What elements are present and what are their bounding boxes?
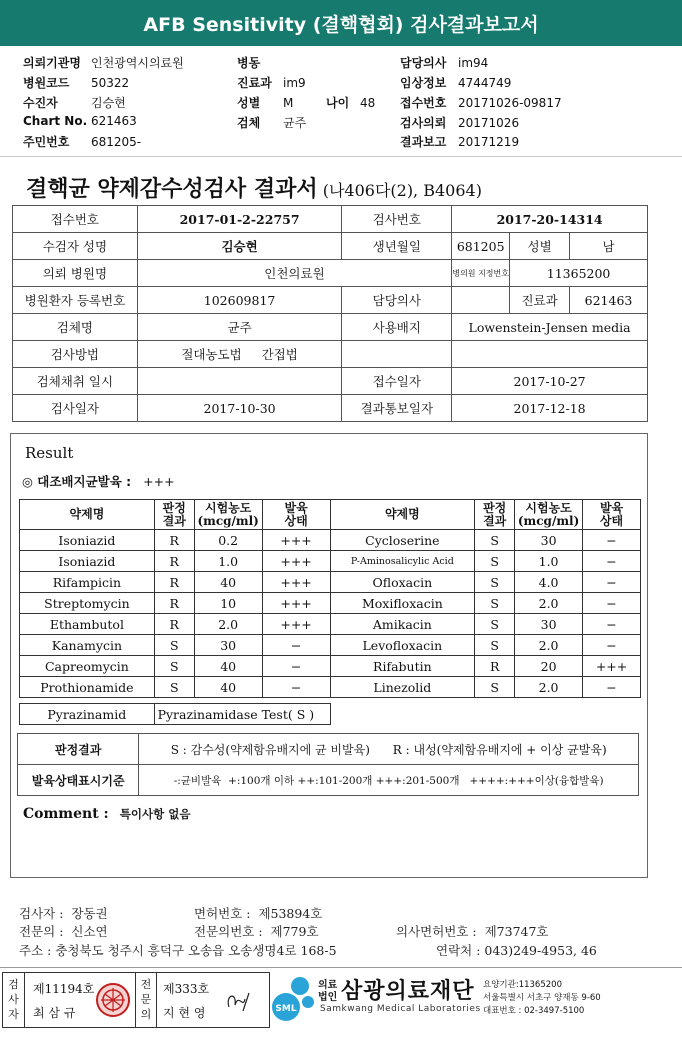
care-code: 요양기관:11365200 (483, 980, 562, 990)
judge-legend-text: S : 감수성(약제함유배지에 균 비발육) R : 내성(약제함유배지에 + 이상 균발육) (139, 734, 639, 765)
doc-license-line (396, 922, 549, 940)
spec-license-label: 전문의번호 : (194, 924, 263, 939)
label: 진료과 (510, 287, 570, 314)
table-row (20, 593, 641, 614)
org-address: 서울특별시 서초구 양재동 9-60 (483, 993, 601, 1003)
value: M (283, 96, 294, 110)
label: 생년월일 (342, 233, 452, 260)
judge: S (475, 551, 515, 572)
report-heading-title: 결핵균 약제감수성검사 결과서 (26, 176, 318, 202)
org-legal-1: 의료 (318, 980, 338, 991)
judge: R (154, 593, 194, 614)
drug-sensitivity-table (19, 499, 641, 698)
specialist-line (19, 922, 108, 940)
signature-box (2, 972, 270, 1028)
drug-name: Rifampicin (20, 572, 155, 593)
value: Lowenstein-Jensen media (452, 314, 648, 341)
label: 접수번호 (13, 206, 138, 233)
address: 충청북도 청주시 흥덕구 오송읍 오송생명4로 168-5 (55, 943, 337, 958)
doc-license-label: 의사면허번호 : (396, 924, 477, 939)
control-growth (22, 472, 175, 490)
growth: − (262, 677, 330, 698)
label: 검체채취 일시 (13, 368, 138, 395)
growth: +++ (262, 593, 330, 614)
sml-logo-icon (270, 972, 316, 1024)
header-growth (262, 500, 330, 530)
label: 담당의사 (400, 56, 447, 70)
label: 접수일자 (342, 368, 452, 395)
comment-text: 특이사항 없음 (119, 807, 191, 821)
value: 4744749 (458, 76, 512, 90)
value: 11365200 (510, 260, 648, 287)
label: 검체 (237, 116, 261, 130)
conc: 2.0 (515, 593, 583, 614)
report-title: AFB Sensitivity (결핵협회) 검사결과보고서 (143, 13, 539, 36)
value: im94 (458, 56, 489, 70)
growth: − (583, 551, 641, 572)
header-judge (475, 500, 515, 530)
conc: 2.0 (515, 677, 583, 698)
drug-name: Capreomycin (20, 656, 155, 677)
drug-name: Kanamycin (20, 635, 155, 656)
specialist-name: 신소연 (71, 924, 108, 939)
license-line (194, 904, 322, 922)
label: 진료과 (237, 76, 272, 90)
specialist-name-sign: 지 현 영 (163, 1006, 206, 1020)
examiner-vertical-label: 검사자 (3, 973, 25, 1027)
growth: +++ (262, 551, 330, 572)
header-text: (mcg/ml) (517, 513, 580, 528)
value: 48 (360, 96, 376, 110)
value: 681205- (91, 135, 142, 149)
conc: 2.0 (194, 614, 262, 635)
growth: − (583, 614, 641, 635)
drug-name: P-Aminosalicylic Acid (330, 551, 475, 572)
label: 결과통보일자 (342, 395, 452, 422)
control-growth-label: ◎ 대조배지균발육 : (22, 474, 132, 489)
growth: − (583, 593, 641, 614)
address-line (19, 941, 337, 959)
header-judge (154, 500, 194, 530)
report-heading (26, 172, 482, 203)
judge: R (475, 656, 515, 677)
label: 담당의사 (342, 287, 452, 314)
examiner-label: 검사자 : (19, 906, 64, 921)
growth: +++ (262, 614, 330, 635)
drug-name: Prothionamide (20, 677, 155, 698)
drug-name: Moxifloxacin (330, 593, 475, 614)
org-legal-2: 법인 (318, 992, 338, 1003)
conc: 0.2 (194, 530, 262, 551)
judge: S (475, 677, 515, 698)
judge: R (154, 551, 194, 572)
report-heading-code: (나406다(2), B4064) (322, 181, 482, 200)
value (452, 287, 510, 314)
label: 검사일자 (13, 395, 138, 422)
value: 621463 (570, 287, 648, 314)
growth: +++ (262, 530, 330, 551)
value: 인천의료원 (137, 260, 451, 287)
label: 수검자 성명 (13, 233, 138, 260)
value: 20171219 (458, 135, 520, 149)
header-text: 발육 (599, 500, 624, 515)
label: 결과보고 (400, 135, 447, 149)
header-growth (583, 500, 641, 530)
table-row (20, 677, 641, 698)
org-name: 삼광의료재단 (341, 979, 475, 1004)
label: 검사번호 (342, 206, 452, 233)
header-text: 발육 (284, 500, 308, 515)
table-row (20, 656, 641, 677)
judge: S (475, 614, 515, 635)
drug-name: Streptomycin (20, 593, 155, 614)
value: 20171026-09817 (458, 96, 562, 110)
contact: 043)249-4953, 46 (484, 943, 597, 958)
bottom-divider (0, 967, 682, 968)
drug-name: Cycloserine (330, 530, 475, 551)
logo-text: SML (275, 1004, 297, 1014)
label: 병원환자 등록번호 (13, 287, 138, 314)
conc: 2.0 (515, 635, 583, 656)
label: Chart No. (23, 114, 88, 128)
seal-stamp (95, 982, 131, 1018)
org-info (483, 979, 601, 1018)
signature-mark (223, 987, 263, 1015)
value: 102609817 (137, 287, 342, 314)
org-phone: 대표번호 : 02-3497-5100 (483, 1006, 585, 1016)
drug-name: Ethambutol (20, 614, 155, 635)
value: 50322 (91, 76, 130, 90)
drug-name: Isoniazid (20, 530, 155, 551)
judge: S (475, 593, 515, 614)
value (137, 341, 342, 368)
conc: 30 (515, 530, 583, 551)
growth: − (583, 677, 641, 698)
judge: S (475, 572, 515, 593)
table-row (20, 614, 641, 635)
value: 2017-01-2-22757 (137, 206, 342, 233)
growth: +++ (262, 572, 330, 593)
table-row (20, 635, 641, 656)
table-row (20, 551, 641, 572)
label: 검체명 (13, 314, 138, 341)
drug-name: Ofloxacin (330, 572, 475, 593)
judge: R (154, 572, 194, 593)
conc: 20 (515, 656, 583, 677)
growth-legend-label: 발육상태표시기준 (18, 765, 139, 796)
header-text: 결과 (162, 513, 186, 528)
spec-license-no: 제779호 (270, 924, 319, 939)
org-name-en: Samkwang Medical Laboratories (320, 1004, 481, 1014)
specialist-no: 제333호 (163, 982, 210, 996)
result-title: Result (25, 444, 74, 462)
value: 균주 (137, 314, 342, 341)
value: 남 (570, 233, 648, 260)
judge: S (154, 635, 194, 656)
label: 나이 (326, 96, 350, 110)
report-title-bar (0, 0, 682, 46)
header-divider (0, 156, 682, 157)
label: 병의원 지정번호 (452, 260, 510, 287)
header-conc (515, 500, 583, 530)
header-text: 시험농도 (204, 500, 252, 515)
pyrazinamidase-test: Pyrazinamidase Test( S ) (154, 704, 330, 725)
judge-legend-label: 판정결과 (18, 734, 139, 765)
examiner-name-sign: 최 삼 규 (33, 1006, 76, 1020)
conc: 30 (515, 614, 583, 635)
examiner-no: 제11194호 (33, 982, 95, 996)
label: 주민번호 (23, 135, 70, 149)
conc: 40 (194, 572, 262, 593)
label: 성별 (237, 96, 261, 110)
spec-license-line (194, 922, 319, 940)
table-row (20, 572, 641, 593)
label: 검사의뢰 (400, 116, 447, 130)
method-b: 간접법 (261, 347, 298, 362)
drug-name: Pyrazinamid (20, 704, 155, 725)
label: 병원코드 (23, 76, 70, 90)
value: 681205 (452, 233, 510, 260)
growth: +++ (583, 656, 641, 677)
header-drug: 약제명 (20, 500, 155, 530)
conc: 1.0 (515, 551, 583, 572)
judge: R (154, 614, 194, 635)
value: 인천광역시의료원 (91, 56, 184, 70)
value: 김승현 (91, 96, 126, 110)
label: 의뢰 병원명 (13, 260, 138, 287)
value: 2017-10-30 (137, 395, 342, 422)
legend-table (17, 733, 639, 796)
specialist-vertical-label: 전문의 (135, 973, 157, 1027)
judge: S (154, 656, 194, 677)
method-a: 절대농도법 (181, 347, 242, 362)
value: 2017-12-18 (452, 395, 648, 422)
patient-info-table (12, 205, 648, 422)
label: 수진자 (23, 96, 58, 110)
examiner-name: 장동권 (71, 906, 108, 921)
contact-label: 연락처 : (436, 943, 481, 958)
judge: S (154, 677, 194, 698)
label: 성별 (510, 233, 570, 260)
license-no: 제53894호 (258, 906, 323, 921)
conc: 30 (194, 635, 262, 656)
label: 의뢰기관명 (23, 56, 81, 70)
comment (23, 803, 190, 822)
growth-legend-text: -:균비발육 +:100개 이하 ++:101-200개 +++:201-500개 ++++:+++이상(융합발육) (139, 765, 639, 796)
judge: S (475, 530, 515, 551)
value: 2017-10-27 (452, 368, 648, 395)
header-drug: 약제명 (330, 500, 475, 530)
pyrazinamid-row (19, 703, 331, 725)
drug-name: Linezolid (330, 677, 475, 698)
growth: − (262, 635, 330, 656)
conc: 40 (194, 656, 262, 677)
examiner-line (19, 904, 108, 922)
drug-name: Rifabutin (330, 656, 475, 677)
value: 2017-20-14314 (452, 206, 648, 233)
judge: R (154, 530, 194, 551)
address-label: 주소 : (19, 943, 52, 958)
header-conc (194, 500, 262, 530)
label: 접수번호 (400, 96, 447, 110)
doc-license-no: 제73747호 (484, 924, 549, 939)
conc: 40 (194, 677, 262, 698)
drug-name: Isoniazid (20, 551, 155, 572)
header-text: 시험농도 (525, 500, 572, 515)
specialist-label: 전문의 : (19, 924, 64, 939)
growth: − (583, 572, 641, 593)
conc: 10 (194, 593, 262, 614)
judge: S (475, 635, 515, 656)
header-text: 상태 (284, 513, 308, 528)
growth: − (583, 635, 641, 656)
conc: 1.0 (194, 551, 262, 572)
drug-name: Levofloxacin (330, 635, 475, 656)
drug-name: Amikacin (330, 614, 475, 635)
growth: − (583, 530, 641, 551)
label: 임상정보 (400, 76, 447, 90)
table-row (20, 530, 641, 551)
header-text: 결과 (483, 513, 507, 528)
label: 검사방법 (13, 341, 138, 368)
value: 균주 (283, 116, 307, 130)
control-growth-value: +++ (143, 474, 175, 489)
value: 김승현 (137, 233, 342, 260)
label: 병동 (237, 56, 261, 70)
header-text: 판정 (483, 500, 507, 515)
growth: − (262, 656, 330, 677)
value (137, 368, 342, 395)
conc: 4.0 (515, 572, 583, 593)
value: im9 (283, 76, 306, 90)
value: 621463 (91, 114, 137, 128)
contact-line (436, 941, 597, 959)
header-text: 판정 (162, 500, 186, 515)
license-label: 면허번호 : (194, 906, 251, 921)
value: 20171026 (458, 116, 520, 130)
header-text: (mcg/ml) (197, 513, 259, 528)
org-legal-type (318, 980, 337, 1004)
header-text: 상태 (599, 513, 624, 528)
comment-label: Comment : (23, 806, 109, 822)
label: 사용배지 (342, 314, 452, 341)
